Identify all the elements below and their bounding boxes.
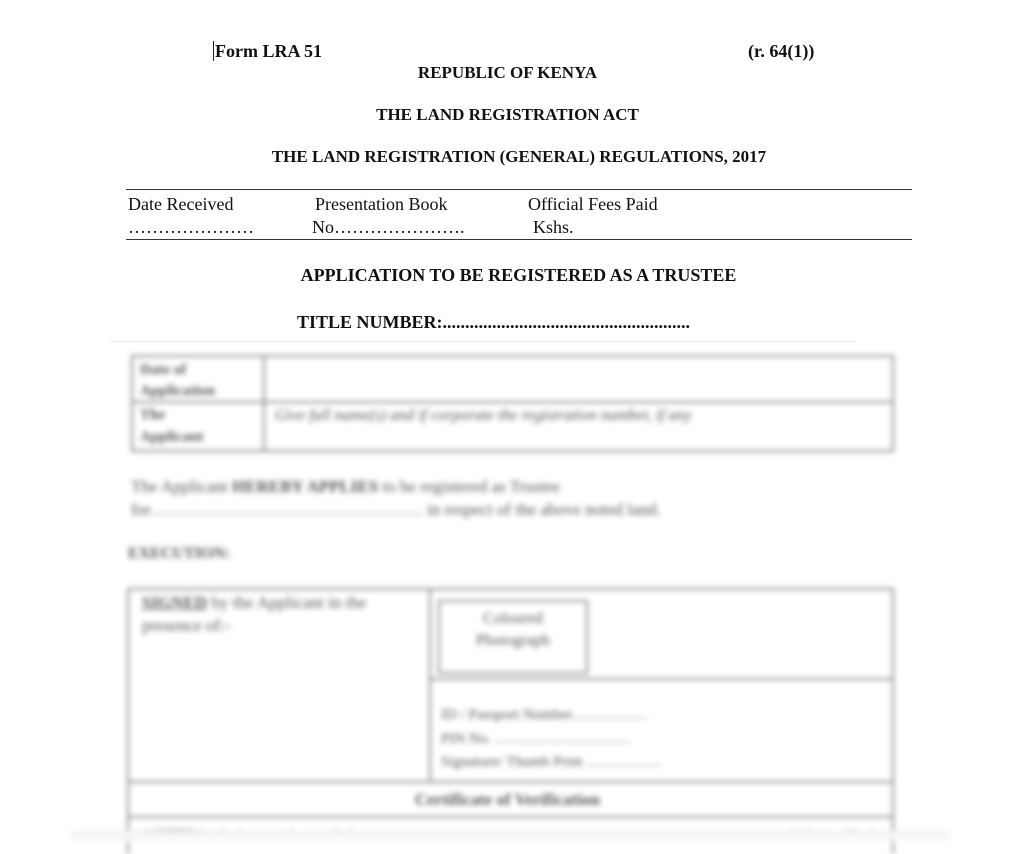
applies-prefix: The Applicant bbox=[131, 477, 228, 496]
signed-bold: SIGNED bbox=[142, 593, 208, 612]
form-rule-reference: (r. 64(1)) bbox=[748, 41, 815, 61]
date-received-value: ………………… bbox=[128, 217, 254, 237]
title-number-field: TITLE NUMBER:....................................................... bbox=[297, 312, 691, 332]
photo-row-divider bbox=[431, 678, 894, 680]
text-cursor bbox=[213, 41, 214, 61]
application-title: APPLICATION TO BE REGISTERED AS A TRUSTEE bbox=[300, 265, 737, 285]
applicant-table-row-divider bbox=[131, 401, 894, 403]
id-passport-line: ID / Passport Number…………… bbox=[441, 707, 648, 723]
signed-presence: presence of:- bbox=[142, 616, 231, 635]
official-fees-value: Kshs. bbox=[533, 217, 574, 237]
fees-top-rule bbox=[126, 189, 912, 190]
applies-for-line: for………………………………………… in respect of the above noted land. bbox=[131, 500, 661, 519]
certificate-heading: Certificate of Verification bbox=[414, 790, 601, 809]
date-of-application-label: Date of bbox=[140, 362, 187, 378]
pin-line: PIN No. ……………………… bbox=[441, 731, 630, 747]
applies-paragraph bbox=[131, 477, 560, 497]
execution-heading: EXECUTION: bbox=[128, 545, 231, 562]
page-bottom-shade bbox=[70, 831, 950, 841]
applies-bold: HEREBY APPLIES bbox=[232, 477, 379, 496]
execution-table-divider bbox=[429, 588, 431, 781]
header-regulations: THE LAND REGISTRATION (GENERAL) REGULATIONS, 2017 bbox=[271, 147, 767, 166]
header-republic: REPUBLIC OF KENYA bbox=[417, 63, 598, 82]
applicant-table bbox=[131, 355, 894, 452]
certificate-divider bbox=[127, 816, 894, 818]
execution-table-row-divider bbox=[127, 781, 894, 783]
presentation-book-value: No…………………. bbox=[312, 217, 465, 237]
signed-rest: by the Applicant in the bbox=[211, 593, 367, 612]
section-divider bbox=[110, 341, 855, 342]
signed-line bbox=[142, 593, 366, 613]
presentation-book-label: Presentation Book bbox=[315, 194, 448, 214]
applicant-table-divider bbox=[263, 355, 265, 452]
signature-line: Signature/ Thumb Print …………… bbox=[441, 754, 662, 770]
photo-label-1: Coloured bbox=[483, 610, 543, 627]
official-fees-label: Official Fees Paid bbox=[528, 194, 658, 214]
fees-bottom-rule bbox=[126, 239, 912, 240]
photograph-box bbox=[438, 600, 588, 674]
date-received-label: Date Received bbox=[128, 194, 234, 214]
form-number: Form LRA 51 bbox=[215, 41, 322, 61]
photo-label-2: Photograph bbox=[476, 632, 550, 649]
blurred-form-section bbox=[0, 345, 1015, 854]
applicant-hint: Give full name(s) and if corporate the registration number, if any bbox=[275, 407, 692, 424]
header-act: THE LAND REGISTRATION ACT bbox=[376, 105, 639, 124]
applies-suffix: to be registered as Trustee bbox=[382, 477, 561, 496]
applicant-label: The bbox=[140, 407, 166, 423]
applicant-label-2: Applicant bbox=[140, 429, 204, 445]
date-of-application-label-2: Application bbox=[140, 383, 216, 399]
